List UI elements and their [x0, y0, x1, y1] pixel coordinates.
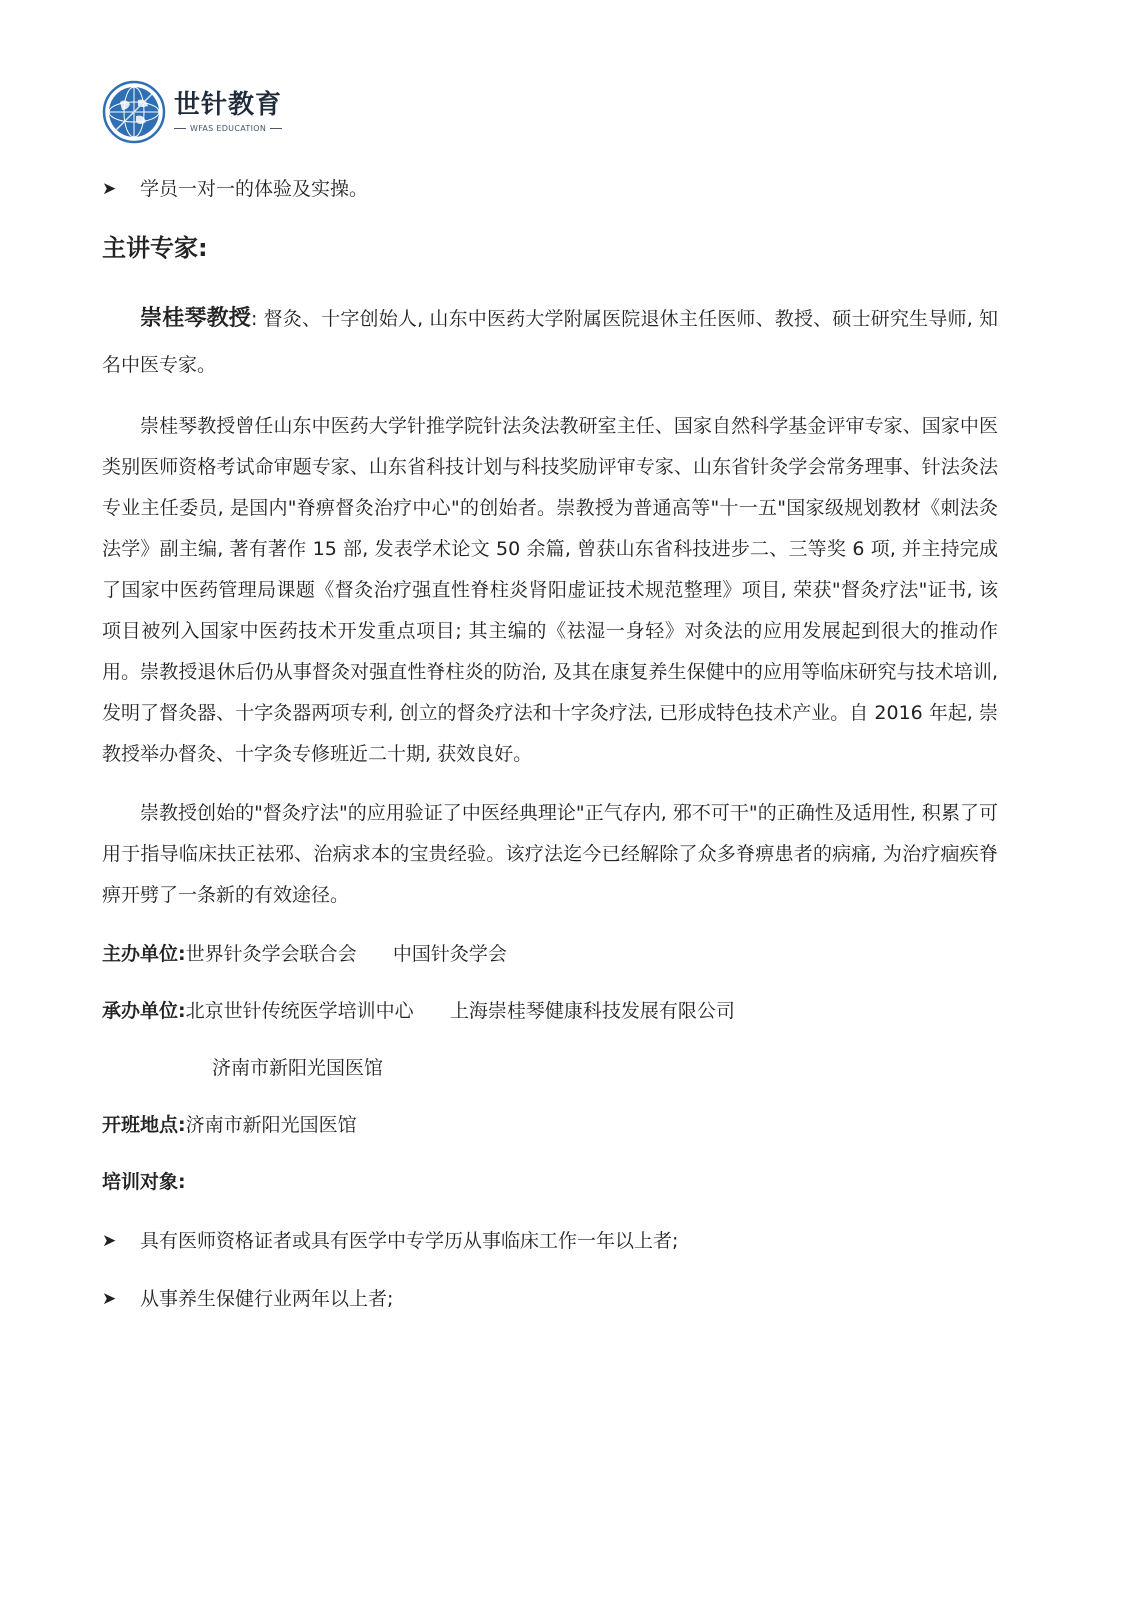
expert-intro-text: : 督灸、十字创始人, 山东中医药大学附属医院退休主任医师、教授、硕士研究生导师, 知名中医专家。: [102, 308, 998, 376]
document-body: [102, 170, 998, 1338]
list-item-text: 具有医师资格证者或具有医学中专学历从事临床工作一年以上者;: [140, 1230, 679, 1252]
list-item: [102, 1222, 998, 1260]
list-item: [102, 1280, 998, 1318]
organizer-row: [102, 934, 998, 974]
arrow-bullet-icon: ➤: [102, 1289, 117, 1309]
venue-row: [102, 1105, 998, 1145]
arrow-bullet-icon: ➤: [102, 179, 117, 199]
list-item: [102, 170, 998, 208]
section-title: 主讲专家:: [102, 234, 208, 262]
audience-title: 培训对象:: [102, 1171, 186, 1193]
brand-rule-left: [174, 128, 186, 129]
venue-label: 开班地点:: [102, 1114, 186, 1136]
brand-name-en: WFAS EDUCATION: [190, 123, 267, 133]
list-item-text: 学员一对一的体验及实操。: [140, 178, 369, 200]
venue-value: 济南市新阳光国医馆: [185, 1114, 357, 1136]
expert-name: 崇桂琴教授: [140, 306, 251, 331]
therapy-paragraph: 崇教授创始的"督灸疗法"的应用验证了中医经典理论"正气存内, 邪不可干"的正确性及适用性, 积累了可用于指导临床扶正祛邪、治病求本的宝贵经验。该疗法迄今已经解除了众多脊痹患者的病痛, 为治疗痼疾脊痹开劈了一条新的有效途径。: [102, 802, 998, 906]
brand-rule-right: [270, 128, 282, 129]
page-header: [102, 80, 282, 144]
co-organizer-row: [102, 991, 998, 1031]
brand-name-cn: 世针教育: [174, 89, 283, 120]
list-item-text: 从事养生保健行业两年以上者;: [140, 1288, 394, 1310]
arrow-bullet-icon: ➤: [102, 1231, 117, 1251]
organizer-label: 主办单位:: [102, 943, 186, 965]
wfas-globe-logo-icon: [102, 80, 166, 144]
brand: [174, 89, 283, 133]
expert-intro: [102, 296, 998, 388]
organizer-value: 世界针灸学会联合会 中国针灸学会: [185, 943, 507, 965]
co-organizer-label: 承办单位:: [102, 1000, 186, 1022]
co-organizer-value: 北京世针传统医学培训中心 上海崇桂琴健康科技发展有限公司: [185, 1000, 735, 1022]
expert-bio-paragraph: 崇桂琴教授曾任山东中医药大学针推学院针法灸法教研室主任、国家自然科学基金评审专家、国家中医类别医师资格考试命审题专家、山东省科技计划与科技奖励评审专家、山东省针灸学会常务理事、针法灸法专业主任委员, 是国内"脊痹督灸治疗中心"的创始者。崇教授为普通高等"十一五"国家级规划教材《刺法灸法学》副主编, 著有著作 15 部, 发表学术论文 50 余篇, 曾获山东省科技进步二、三等奖 6 项, 并主持完成了国家中医药管理局课题《督灸治疗强直性脊柱炎肾阳虚证技术规范整理》项目, 荣获"督灸疗法"证书, 该项目被列入国家中医药技术开发重点项目; 其主编的《祛湿一身轻》对灸法的应用发展起到很大的推动作用。崇教授退休后仍从事督灸对强直性脊柱炎的防治, 及其在康复养生保健中的应用等临床研究与技术培训, 发明了督灸器、十字灸器两项专利, 创立的督灸疗法和十字灸疗法, 已形成特色技术产业。自 2016 年起, 崇教授举办督灸、十字灸专修班近二十期, 获效良好。: [102, 415, 998, 765]
brand-name-en-row: [174, 125, 282, 133]
co-organizer-continuation: 济南市新阳光国医馆: [212, 1057, 384, 1079]
